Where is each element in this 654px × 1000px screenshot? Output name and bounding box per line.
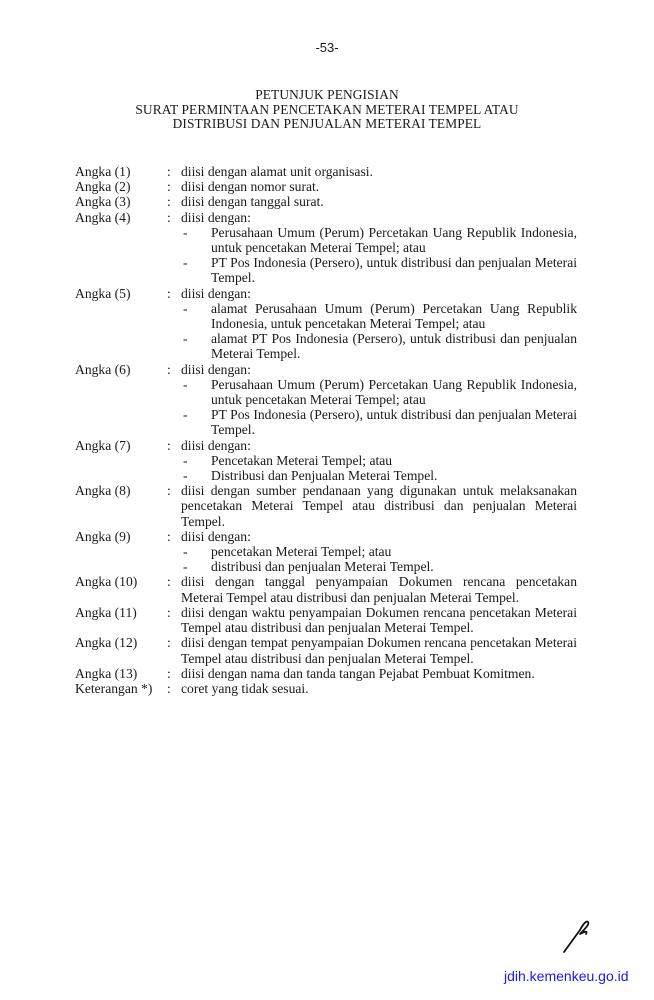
- bullet-dash: -: [183, 255, 188, 271]
- instruction-entry: [75, 286, 577, 362]
- source-website-link[interactable]: jdih.kemenkeu.go.id: [504, 968, 629, 984]
- instruction-entry: [75, 574, 577, 604]
- title-line-2: SURAT PERMINTAAN PENCETAKAN METERAI TEMPEL ATAU: [135, 101, 519, 117]
- sub-item: [181, 453, 577, 468]
- bullet-dash: -: [183, 407, 188, 423]
- sub-item-text: PT Pos Indonesia (Persero), untuk distribusi dan penjualan Meterai Tempel.: [211, 407, 577, 438]
- sub-item-text: Perusahaan Umum (Perum) Percetakan Uang Republik Indonesia, untuk pencetakan Meterai Tempel; atau: [211, 224, 577, 256]
- entry-separator: :: [167, 179, 171, 195]
- sub-item-text: alamat PT Pos Indonesia (Persero), untuk distribusi dan penjualan Meterai Tempel.: [211, 331, 577, 362]
- entry-separator: :: [167, 604, 171, 620]
- entry-separator: :: [167, 680, 171, 696]
- note-entry: [75, 681, 577, 696]
- entry-text: diisi dengan tanggal surat.: [181, 194, 324, 210]
- sub-item-text: pencetakan Meterai Tempel; atau: [211, 544, 392, 560]
- instruction-entry: [75, 438, 577, 484]
- sub-item-text: alamat Perusahaan Umum (Perum) Percetakan Uang Republik Indonesia, untuk pencetakan Meterai Tempel; atau: [211, 300, 577, 332]
- instruction-entry: [75, 179, 577, 194]
- entry-label: Angka (8): [75, 483, 131, 499]
- entry-label: Angka (4): [75, 209, 131, 225]
- bullet-dash: -: [183, 224, 188, 240]
- instruction-entry: [75, 164, 577, 179]
- sub-item: [181, 544, 577, 559]
- entry-label: Angka (9): [75, 528, 131, 544]
- title-line-3: DISTRIBUSI DAN PENJUALAN METERAI TEMPEL: [172, 116, 482, 131]
- instruction-entry: [75, 605, 577, 635]
- entry-text: diisi dengan:: [181, 437, 251, 453]
- instruction-entry: [75, 666, 577, 681]
- sub-item-text: PT Pos Indonesia (Persero), untuk distribusi dan penjualan Meterai Tempel.: [211, 255, 577, 286]
- bullet-dash: -: [183, 544, 188, 560]
- sub-item: [181, 407, 577, 437]
- entry-label: Angka (7): [75, 437, 131, 453]
- entry-separator: :: [167, 164, 171, 179]
- entry-separator: :: [167, 574, 171, 590]
- entry-text: diisi dengan waktu penyampaian Dokumen rencana pencetakan Meterai Tempel atau distribusi dan penjualan Meterai Tempel.: [181, 604, 577, 636]
- entry-label: Angka (3): [75, 194, 131, 210]
- entry-text: diisi dengan:: [181, 528, 251, 544]
- entry-label: Angka (10): [75, 574, 138, 590]
- sub-item-text: distribusi dan penjualan Meterai Tempel.: [211, 559, 434, 575]
- entry-label: Angka (2): [75, 179, 131, 195]
- sub-item: [181, 331, 577, 361]
- document-title: [0, 88, 654, 132]
- entry-text: diisi dengan tanggal penyampaian Dokumen rencana pencetakan Meterai Tempel atau distribusi dan penjualan Meterai Tempel.: [181, 574, 577, 605]
- entry-text: diisi dengan nama dan tanda tangan Pejabat Pembuat Komitmen.: [181, 665, 535, 681]
- entry-text: diisi dengan tempat penyampaian Dokumen rencana pencetakan Meterai Tempel atau distribusi dan penjualan Meterai Tempel.: [181, 635, 577, 666]
- bullet-dash: -: [183, 468, 188, 484]
- bullet-dash: -: [183, 452, 188, 468]
- entry-label: Angka (12): [75, 635, 138, 651]
- entry-separator: :: [167, 528, 171, 544]
- bullet-dash: -: [183, 300, 188, 316]
- sub-item: [181, 301, 577, 331]
- sub-item-text: Perusahaan Umum (Perum) Percetakan Uang Republik Indonesia, untuk pencetakan Meterai Tempel; atau: [211, 376, 577, 408]
- entry-text: diisi dengan:: [181, 361, 251, 377]
- page-number: -53-: [315, 40, 339, 55]
- entry-separator: :: [167, 194, 171, 210]
- instruction-list: [75, 164, 577, 696]
- instruction-entry: [75, 194, 577, 209]
- sub-item-text: Distribusi dan Penjualan Meterai Tempel.: [211, 468, 438, 484]
- sub-item: [181, 559, 577, 574]
- instruction-entry: [75, 529, 577, 575]
- entry-separator: :: [167, 635, 171, 651]
- entry-separator: :: [167, 483, 171, 499]
- sub-item: [181, 468, 577, 483]
- entry-text: diisi dengan sumber pendanaan yang digunakan untuk melaksanakan pencetakan Meterai Tempel atau distribusi dan penjualan Meterai Tempel.: [181, 483, 577, 529]
- entry-label: Angka (5): [75, 285, 131, 301]
- entry-label: Angka (11): [75, 604, 137, 620]
- entry-label: Angka (6): [75, 361, 131, 377]
- instruction-entry: [75, 483, 577, 529]
- instruction-entry: [75, 210, 577, 286]
- entry-label: Keterangan *): [75, 680, 153, 696]
- instruction-entry: [75, 362, 577, 438]
- sub-item: [181, 377, 577, 407]
- bullet-dash: -: [183, 376, 188, 392]
- signature-initial-icon: [562, 918, 592, 954]
- sub-item: [181, 225, 577, 255]
- entry-separator: :: [167, 209, 171, 225]
- entry-separator: :: [167, 361, 171, 377]
- entry-separator: :: [167, 665, 171, 681]
- entry-text: diisi dengan alamat unit organisasi.: [181, 164, 373, 179]
- entry-label: Angka (1): [75, 164, 131, 179]
- sub-item: [181, 255, 577, 285]
- entry-text: coret yang tidak sesuai.: [181, 680, 309, 696]
- bullet-dash: -: [183, 559, 188, 575]
- entry-separator: :: [167, 437, 171, 453]
- instruction-entry: [75, 635, 577, 665]
- entry-label: Angka (13): [75, 665, 138, 681]
- sub-item-text: Pencetakan Meterai Tempel; atau: [211, 452, 393, 468]
- title-line-1: PETUNJUK PENGISIAN: [255, 87, 399, 102]
- bullet-dash: -: [183, 331, 188, 347]
- entry-text: diisi dengan:: [181, 209, 251, 225]
- entry-text: diisi dengan:: [181, 285, 251, 301]
- entry-separator: :: [167, 285, 171, 301]
- entry-text: diisi dengan nomor surat.: [181, 179, 320, 195]
